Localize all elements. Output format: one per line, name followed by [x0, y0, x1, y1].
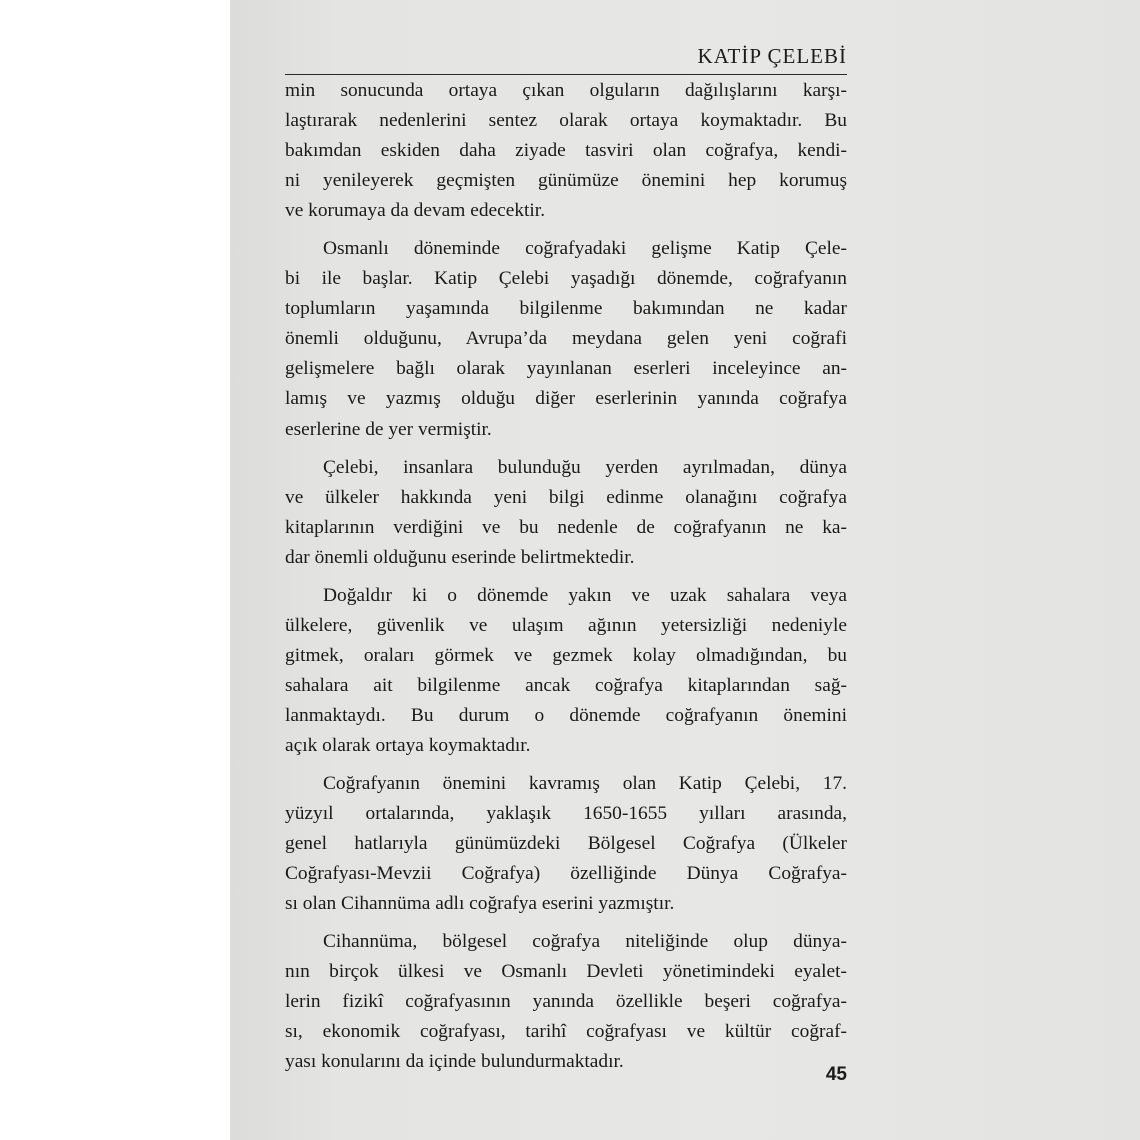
text-line: lanmaktaydı. Bu durum o dönemde coğrafyanın önemini	[285, 704, 847, 726]
text-line: sı olan Cihannüma adlı coğrafya eserini yazmıştır.	[285, 893, 675, 915]
text-line: laştırarak nedenlerini sentez olarak ortaya koymaktadır. Bu	[285, 110, 847, 132]
paragraph-gap	[285, 573, 847, 581]
text-line: gitmek, oraları görmek ve gezmek kolay olmadığından, bu	[285, 644, 847, 666]
page-header	[285, 44, 847, 75]
text-line: nın birçok ülkesi ve Osmanlı Devleti yönetimindeki eyalet-	[285, 961, 847, 983]
paragraph-gap	[285, 226, 847, 234]
text-line: yüzyıl ortalarında, yaklaşık 1650-1655 yılları arasında,	[285, 803, 847, 825]
text-line: ülkelere, güvenlik ve ulaşım ağının yetersizliği nedeniyle	[285, 614, 847, 636]
text-line: gelişmelere bağlı olarak yayınlanan eserleri inceleyince an-	[285, 358, 847, 380]
text-line: ve ülkeler hakkında yeni bilgi edinme olanağını coğrafya	[285, 486, 847, 508]
text-line: eserlerine de yer vermiştir.	[285, 418, 492, 440]
text-line: dar önemli olduğunu eserinde belirtmektedir.	[285, 546, 635, 568]
text-line: Osmanlı döneminde coğrafyadaki gelişme Katip Çele-	[323, 238, 847, 260]
text-line: Doğaldır ki o dönemde yakın ve uzak sahalara veya	[323, 584, 847, 606]
text-line: Coğrafyanın önemini kavramış olan Katip Çelebi, 17.	[323, 773, 847, 795]
text-line: Cihannüma, bölgesel coğrafya niteliğinde olup dünya-	[323, 931, 847, 953]
running-head: KATİP ÇELEBİ	[697, 44, 847, 68]
text-line: Coğrafyası-Mevzii Coğrafya) özelliğinde Dünya Coğrafya-	[285, 863, 847, 885]
paragraph-gap	[285, 919, 847, 927]
text-line: sı, ekonomik coğrafyası, tarihî coğrafyası ve kültür coğraf-	[285, 1021, 847, 1043]
text-line: toplumların yaşamında bilgilenme bakımından ne kadar	[285, 298, 847, 320]
paragraph	[285, 581, 847, 761]
text-line: Çelebi, insanlara bulunduğu yerden ayrılmadan, dünya	[323, 456, 847, 478]
text-line: min sonucunda ortaya çıkan olguların dağılışlarını karşı-	[285, 80, 847, 101]
paragraph	[285, 769, 847, 919]
paragraph	[285, 453, 847, 573]
text-line: sahalara ait bilgilenme ancak coğrafya kitaplarından sağ-	[285, 674, 847, 696]
text-line: genel hatlarıyla günümüzdeki Bölgesel Coğrafya (Ülkeler	[285, 833, 847, 855]
paragraph-gap	[285, 445, 847, 453]
paragraph	[285, 927, 847, 1077]
paragraph-gap	[285, 761, 847, 769]
text-line: lamış ve yazmış olduğu diğer eserlerinin yanında coğrafya	[285, 388, 847, 410]
text-line: yası konularını da içinde bulundurmaktadır.	[285, 1051, 624, 1073]
body-text	[285, 76, 847, 1078]
text-line: bi ile başlar. Katip Çelebi yaşadığı dönemde, coğrafyanın	[285, 268, 847, 290]
text-line: lerin fizikî coğrafyasının yanında özellikle beşeri coğrafya-	[285, 991, 847, 1013]
text-line: kitaplarının verdiğini ve bu nedenle de coğrafyanın ne ka-	[285, 516, 847, 538]
paragraph	[285, 234, 847, 444]
text-line: önemli olduğunu, Avrupa’da meydana gelen yeni coğrafi	[285, 328, 847, 350]
page-number: 45	[825, 1064, 847, 1085]
paragraph	[285, 76, 847, 226]
text-line: açık olarak ortaya koymaktadır.	[285, 734, 531, 756]
text-line: bakımdan eskiden daha ziyade tasviri olan coğrafya, kendi-	[285, 140, 847, 162]
text-line: ni yenileyerek geçmişten günümüze önemini hep korumuş	[285, 170, 847, 192]
text-line: ve korumaya da devam edecektir.	[285, 200, 546, 222]
